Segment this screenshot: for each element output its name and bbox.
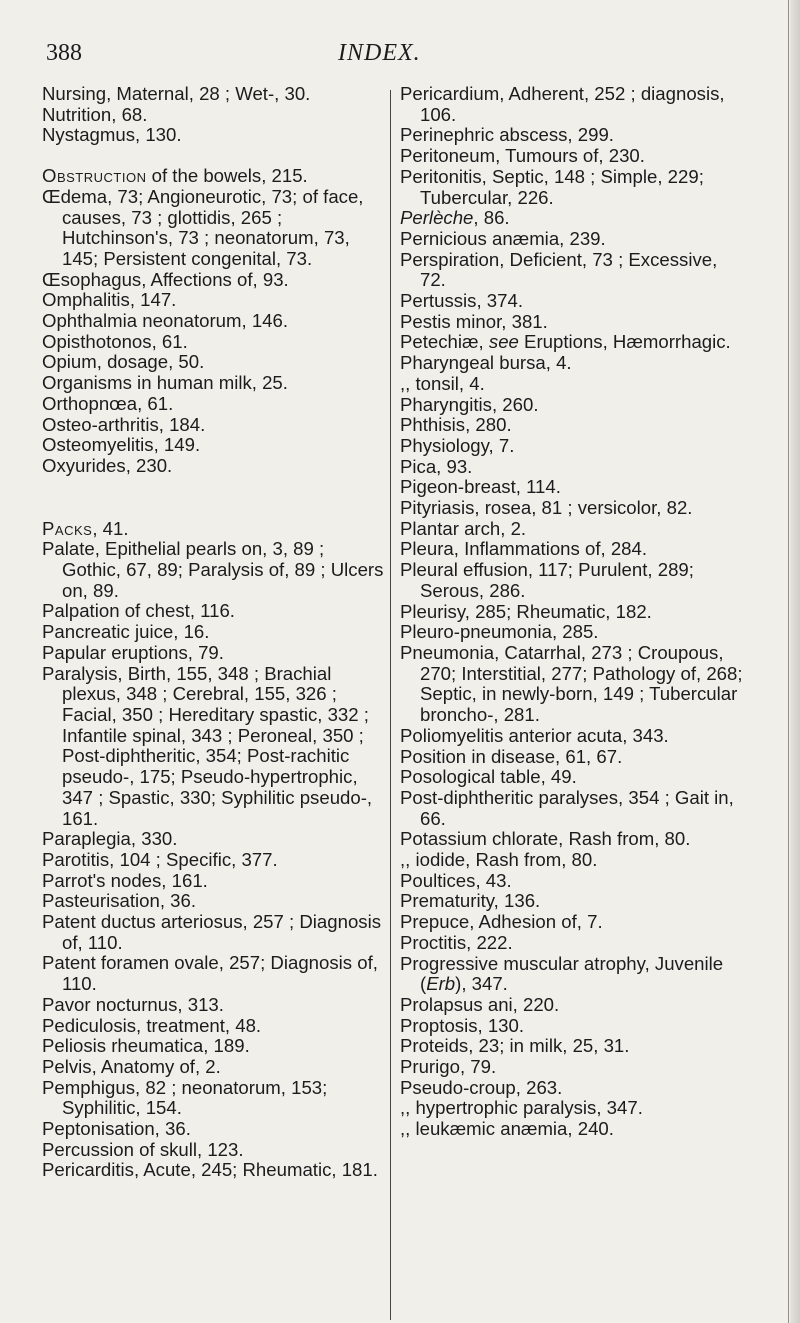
index-entry-pityriasis: Pityriasis, rosea, 81 ; versicolor, 82. bbox=[400, 497, 693, 519]
index-entry-parrots-nodes: Parrot's nodes, 161. bbox=[42, 869, 208, 891]
index-column-left bbox=[42, 84, 387, 1181]
page-edge-line bbox=[788, 0, 789, 1323]
index-entry-perleche bbox=[400, 208, 745, 229]
index-entry-organisms: Organisms in human milk, 25. bbox=[42, 372, 288, 394]
column-divider bbox=[390, 90, 391, 1320]
index-entry-phthisis: Phthisis, 280. bbox=[400, 414, 512, 436]
index-entry-peritonitis: Peritonitis, Septic, 148 ; Simple, 229; Tubercular, 226. bbox=[400, 165, 704, 208]
page-number: 388 bbox=[46, 40, 82, 66]
index-entry-pharyngitis: Pharyngitis, 260. bbox=[400, 393, 539, 415]
index-entry-peliosis: Peliosis rheumatica, 189. bbox=[42, 1035, 250, 1057]
book-gutter-edge bbox=[790, 0, 800, 1323]
index-entry-peptonisation: Peptonisation, 36. bbox=[42, 1118, 191, 1140]
entry-text: , 86. bbox=[473, 207, 510, 229]
index-entry-prematurity: Prematurity, 136. bbox=[400, 890, 541, 912]
index-entry-patent-ductus: Patent ductus arteriosus, 257 ; Diagnosis of, 110. bbox=[42, 911, 382, 953]
index-entry-proctitis: Proctitis, 222. bbox=[400, 931, 513, 953]
index-entry-pericardium: Pericardium, Adherent, 252 ; diagnosis, 106. bbox=[400, 83, 725, 125]
index-entry-pertussis: Pertussis, 374. bbox=[400, 290, 523, 312]
index-entry-patent-foramen: Patent foramen ovale, 257; Diagnosis of, 110. bbox=[42, 952, 378, 995]
index-entry-poliomyelitis: Poliomyelitis anterior acuta, 343. bbox=[400, 724, 669, 746]
index-entry-paraplegia: Paraplegia, 330. bbox=[42, 828, 178, 850]
index-column-right bbox=[400, 84, 745, 1140]
index-entry-nystagmus: Nystagmus, 130. bbox=[42, 124, 182, 146]
entry-text: Progressive muscular atrophy, Juvenile ( bbox=[400, 952, 724, 995]
entry-text: , 41. bbox=[92, 517, 129, 539]
index-entry-pemphigus: Pemphigus, 82 ; neonatorum, 153; Syphilitic, 154. bbox=[42, 1076, 328, 1119]
see-reference: see bbox=[488, 331, 519, 353]
index-entry-pancreatic: Pancreatic juice, 16. bbox=[42, 621, 210, 643]
index-entry-pleuro-pneumonia: Pleuro-pneumonia, 285. bbox=[400, 621, 599, 643]
index-entry-obstruction bbox=[42, 166, 387, 187]
index-entry-pestis: Pestis minor, 381. bbox=[400, 310, 548, 332]
index-entry-position: Position in disease, 61, 67. bbox=[400, 745, 623, 767]
index-entry-prepuce: Prepuce, Adhesion of, 7. bbox=[400, 911, 603, 933]
index-entry-pleurisy: Pleurisy, 285; Rheumatic, 182. bbox=[400, 600, 652, 622]
index-entry-pelvis: Pelvis, Anatomy of, 2. bbox=[42, 1055, 221, 1077]
index-entry-poultices: Poultices, 43. bbox=[400, 869, 512, 891]
section-letter-o: Obstruction bbox=[42, 165, 147, 187]
index-entry-pharyngeal-tonsil: ,, tonsil, 4. bbox=[400, 372, 485, 394]
index-entry-ophthalmia: Ophthalmia neonatorum, 146. bbox=[42, 310, 289, 332]
index-entry-pseudo-croup: Pseudo-croup, 263. bbox=[400, 1076, 563, 1098]
index-entry-osteo-arthritis: Osteo-arthritis, 184. bbox=[42, 413, 206, 435]
entry-text: Petechiæ, bbox=[400, 331, 489, 353]
index-entry-opium: Opium, dosage, 50. bbox=[42, 351, 205, 373]
index-entry-pavor: Pavor nocturnus, 313. bbox=[42, 993, 224, 1015]
index-entry-pseudo-hypertrophic: ,, hypertrophic paralysis, 347. bbox=[400, 1097, 643, 1119]
entry-text: of the bowels, 215. bbox=[146, 165, 308, 187]
index-entry-posological: Posological table, 49. bbox=[400, 766, 577, 788]
index-entry-perspiration: Perspiration, Deficient, 73 ; Excessive, 72. bbox=[400, 248, 718, 291]
index-entry-potassium-chlorate: Potassium chlorate, Rash from, 80. bbox=[400, 828, 691, 850]
index-entry-petechiae bbox=[400, 332, 745, 353]
index-entry-physiology: Physiology, 7. bbox=[400, 434, 515, 456]
index-entry-packs bbox=[42, 519, 387, 540]
index-entry-pediculosis: Pediculosis, treatment, 48. bbox=[42, 1014, 262, 1036]
index-entry-proptosis: Proptosis, 130. bbox=[400, 1014, 525, 1036]
index-entry-parotitis: Parotitis, 104 ; Specific, 377. bbox=[42, 848, 278, 870]
index-entry-prurigo: Prurigo, 79. bbox=[400, 1056, 497, 1078]
index-entry-pleura: Pleura, Inflammations of, 284. bbox=[400, 538, 648, 560]
index-entry-pigeon-breast: Pigeon-breast, 114. bbox=[400, 476, 561, 498]
index-entry-pseudo-leukaemic: ,, leukæmic anæmia, 240. bbox=[400, 1118, 614, 1140]
index-entry-palate: Palate, Epithelial pearls on, 3, 89 ; Gothic, 67, 89; Paralysis of, 89 ; Ulcers on, 89. bbox=[42, 538, 384, 601]
index-entry-oedema: Œdema, 73; Angioneurotic, 73; of face, causes, 73 ; glottidis, 265 ; Hutchinson's, 73 ; neonatorum, 73, 145; Persistent congenital, 73. bbox=[42, 185, 364, 269]
section-letter-p: Packs bbox=[42, 517, 93, 539]
entry-text: Eruptions, Hæmorrhagic. bbox=[518, 331, 731, 353]
index-entry-pharyngeal-bursa: Pharyngeal bursa, 4. bbox=[400, 352, 572, 374]
index-entry-oxyurides: Oxyurides, 230. bbox=[42, 454, 173, 476]
entry-text: ), 347. bbox=[455, 973, 508, 995]
index-entry-papular: Papular eruptions, 79. bbox=[42, 641, 224, 663]
page-header bbox=[0, 40, 800, 76]
index-entry-prolapsus: Prolapsus ani, 220. bbox=[400, 993, 560, 1015]
index-entry-orthopnoea: Orthopnœa, 61. bbox=[42, 392, 174, 414]
index-entry-pneumonia: Pneumonia, Catarrhal, 273 ; Croupous, 270; Interstitial, 277; Pathology of, 268; Septic, in newly-born, 149 ; Tubercular broncho-, 281. bbox=[400, 641, 743, 726]
index-entry-post-diphtheritic: Post-diphtheritic paralyses, 354 ; Gait in, 66. bbox=[400, 786, 734, 829]
index-entry-palpation: Palpation of chest, 116. bbox=[42, 600, 235, 622]
index-entry-pericarditis: Pericarditis, Acute, 245; Rheumatic, 181. bbox=[42, 1159, 378, 1181]
index-entry-pleural-effusion: Pleural effusion, 117; Purulent, 289; Serous, 286. bbox=[400, 559, 694, 601]
index-entry-potassium-iodide: ,, iodide, Rash from, 80. bbox=[400, 849, 598, 871]
section-gap bbox=[42, 477, 387, 519]
index-entry-progressive bbox=[400, 954, 745, 995]
index-entry-pasteurisation: Pasteurisation, 36. bbox=[42, 890, 197, 912]
italic-term: Erb bbox=[426, 973, 456, 995]
index-entry-nutrition: Nutrition, 68. bbox=[42, 103, 148, 125]
index-entry-peritoneum: Peritoneum, Tumours of, 230. bbox=[400, 145, 645, 167]
index-entry-pernicious: Pernicious anæmia, 239. bbox=[400, 227, 606, 249]
index-entry-percussion: Percussion of skull, 123. bbox=[42, 1138, 244, 1160]
running-head: INDEX. bbox=[338, 40, 421, 66]
index-entry-omphalitis: Omphalitis, 147. bbox=[42, 289, 177, 311]
index-entry-proteids: Proteids, 23; in milk, 25, 31. bbox=[400, 1035, 630, 1057]
index-entry-oesophagus: Œsophagus, Affections of, 93. bbox=[42, 268, 289, 290]
italic-term: Perlèche bbox=[400, 207, 474, 229]
index-entry-osteomyelitis: Osteomyelitis, 149. bbox=[42, 434, 201, 456]
index-entry-plantar: Plantar arch, 2. bbox=[400, 517, 527, 539]
index-entry-nursing: Nursing, Maternal, 28 ; Wet-, 30. bbox=[42, 83, 311, 104]
index-entry-paralysis: Paralysis, Birth, 155, 348 ; Brachial plexus, 348 ; Cerebral, 155, 326 ; Facial, 350 ; Hereditary spastic, 332 ; Infantile spinal, 343 ; Peroneal, 350 ; Post-diphtheritic, 354; Post-rachitic pseudo-, 175; Pseudo-hypertrophic, 347 ; Spastic, 330; Syphilitic pseudo-, 161. bbox=[42, 662, 373, 829]
index-entry-perinephric: Perinephric abscess, 299. bbox=[400, 124, 614, 146]
index-entry-opisthotonos: Opisthotonos, 61. bbox=[42, 330, 188, 352]
section-gap bbox=[42, 146, 387, 166]
index-entry-pica: Pica, 93. bbox=[400, 455, 473, 477]
